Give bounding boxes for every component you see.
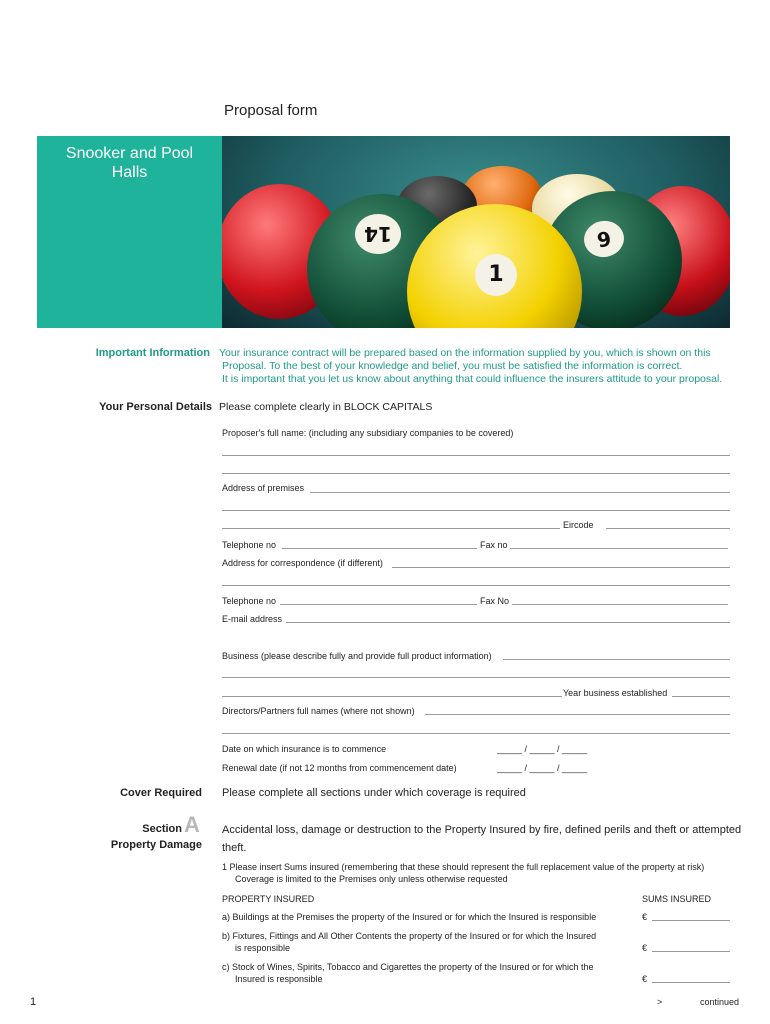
banner-title-line1: Snooker and Pool: [65, 145, 194, 162]
business-field-2[interactable]: [222, 677, 730, 678]
important-info-label: Important Information: [95, 347, 210, 359]
year-established-label: Year business established: [563, 688, 668, 698]
item-b-text-2: is responsible: [235, 943, 291, 953]
item-c-text-1: c) Stock of Wines, Spirits, Tobacco and Cigarettes the property of the Insured or for which the: [222, 962, 594, 972]
ball-14-number: 14: [355, 214, 401, 254]
telephone-label-2: Telephone no: [222, 596, 277, 606]
item-c-currency: €: [642, 974, 648, 984]
personal-details-intro: Please complete clearly in BLOCK CAPITALS: [219, 401, 433, 413]
section-a-text-2: theft.: [222, 842, 247, 854]
telephone-label-1: Telephone no: [222, 540, 277, 550]
item-b-text-1: b) Fixtures, Fittings and All Other Contents the property of the Insured or for which the Insured: [222, 931, 597, 941]
item-c-text-2: Insured is responsible: [235, 974, 323, 984]
page-number: 1: [30, 996, 37, 1008]
banner-title-panel: [37, 136, 222, 328]
address-premises-label: Address of premises: [222, 483, 305, 493]
page-title: Proposal form: [224, 102, 318, 119]
fax-field-1[interactable]: [510, 548, 728, 549]
property-insured-header: PROPERTY INSURED: [222, 894, 315, 904]
banner-title: [37, 144, 222, 182]
renewal-date-field[interactable]: _____ / _____ / _____: [497, 763, 588, 773]
banner-title-line2: Halls: [111, 164, 148, 181]
header-banner: [37, 136, 730, 328]
full-name-field-2[interactable]: [222, 473, 730, 474]
full-name-label: Proposer's full name: (including any subsidiary companies to be covered): [222, 428, 514, 438]
ball-1-number: 1: [475, 254, 517, 296]
continued-label: continued: [700, 997, 740, 1007]
commence-date-label: Date on which insurance is to commence: [222, 744, 387, 754]
item-a-text: a) Buildings at the Premises the property of the Insured or for which the Insured is responsible: [222, 912, 597, 922]
address-premises-field-1[interactable]: [310, 492, 730, 493]
sums-note-1: 1 Please insert Sums insured (remembering that these should represent the full replacement value of the property at risk): [222, 862, 705, 872]
section-a-label: [40, 823, 182, 835]
item-b-currency: €: [642, 943, 648, 953]
property-damage-label: Property Damage: [110, 839, 202, 851]
item-c-sum-field[interactable]: [652, 982, 730, 983]
item-a-sum-field[interactable]: [652, 920, 730, 921]
important-info-line3: It is important that you let us know about anything that could influence the insurers attitude to your proposal.: [222, 373, 723, 385]
continued-arrow-icon: >: [657, 997, 663, 1007]
billiard-table-photo: [222, 136, 730, 328]
full-name-field-1[interactable]: [222, 455, 730, 456]
commence-date-field[interactable]: _____ / _____ / _____: [497, 744, 588, 754]
item-b-sum-field[interactable]: [652, 951, 730, 952]
personal-details-label: Your Personal Details: [99, 401, 212, 413]
business-field-1[interactable]: [503, 659, 730, 660]
important-info-line2: Proposal. To the best of your knowledge and belief, you must be satisfied the information is correct.: [222, 360, 683, 372]
address-correspondence-label: Address for correspondence (if different): [222, 558, 383, 568]
renewal-date-label: Renewal date (if not 12 months from commencement date): [222, 763, 457, 773]
sums-insured-header: SUMS INSURED: [642, 894, 712, 904]
ball-6-number: 6: [581, 218, 627, 260]
section-a-text-1: Accidental loss, damage or destruction to the Property Insured by fire, defined perils and theft or attempted: [222, 824, 742, 836]
fax-label-2: Fax No: [480, 596, 510, 606]
cover-required-text: Please complete all sections under which coverage is required: [222, 787, 526, 799]
fax-field-2[interactable]: [512, 604, 728, 605]
year-established-field[interactable]: [672, 696, 730, 697]
section-a-letter: A: [184, 812, 200, 837]
business-field-3[interactable]: [222, 696, 562, 697]
telephone-field-1[interactable]: [282, 548, 477, 549]
directors-field-1[interactable]: [425, 714, 730, 715]
directors-label: Directors/Partners full names (where not shown): [222, 706, 415, 716]
item-a-currency: €: [642, 912, 648, 922]
email-field[interactable]: [286, 622, 730, 623]
section-label-text: Section: [142, 823, 182, 835]
important-info-line1: Your insurance contract will be prepared based on the information supplied by you, which is shown on this: [219, 347, 711, 359]
address-premises-field-3[interactable]: [222, 528, 560, 529]
address-correspondence-field-1[interactable]: [392, 567, 730, 568]
eircode-label: Eircode: [563, 520, 594, 530]
business-label: Business (please describe fully and provide full product information): [222, 651, 492, 661]
email-label: E-mail address: [222, 614, 283, 624]
directors-field-2[interactable]: [222, 733, 730, 734]
sums-note-2: Coverage is limited to the Premises only unless otherwise requested: [235, 874, 508, 884]
eircode-field[interactable]: [606, 528, 730, 529]
address-premises-field-2[interactable]: [222, 510, 730, 511]
telephone-field-2[interactable]: [280, 604, 477, 605]
cover-required-label: Cover Required: [120, 787, 202, 799]
address-correspondence-field-2[interactable]: [222, 585, 730, 586]
fax-label-1: Fax no: [480, 540, 508, 550]
